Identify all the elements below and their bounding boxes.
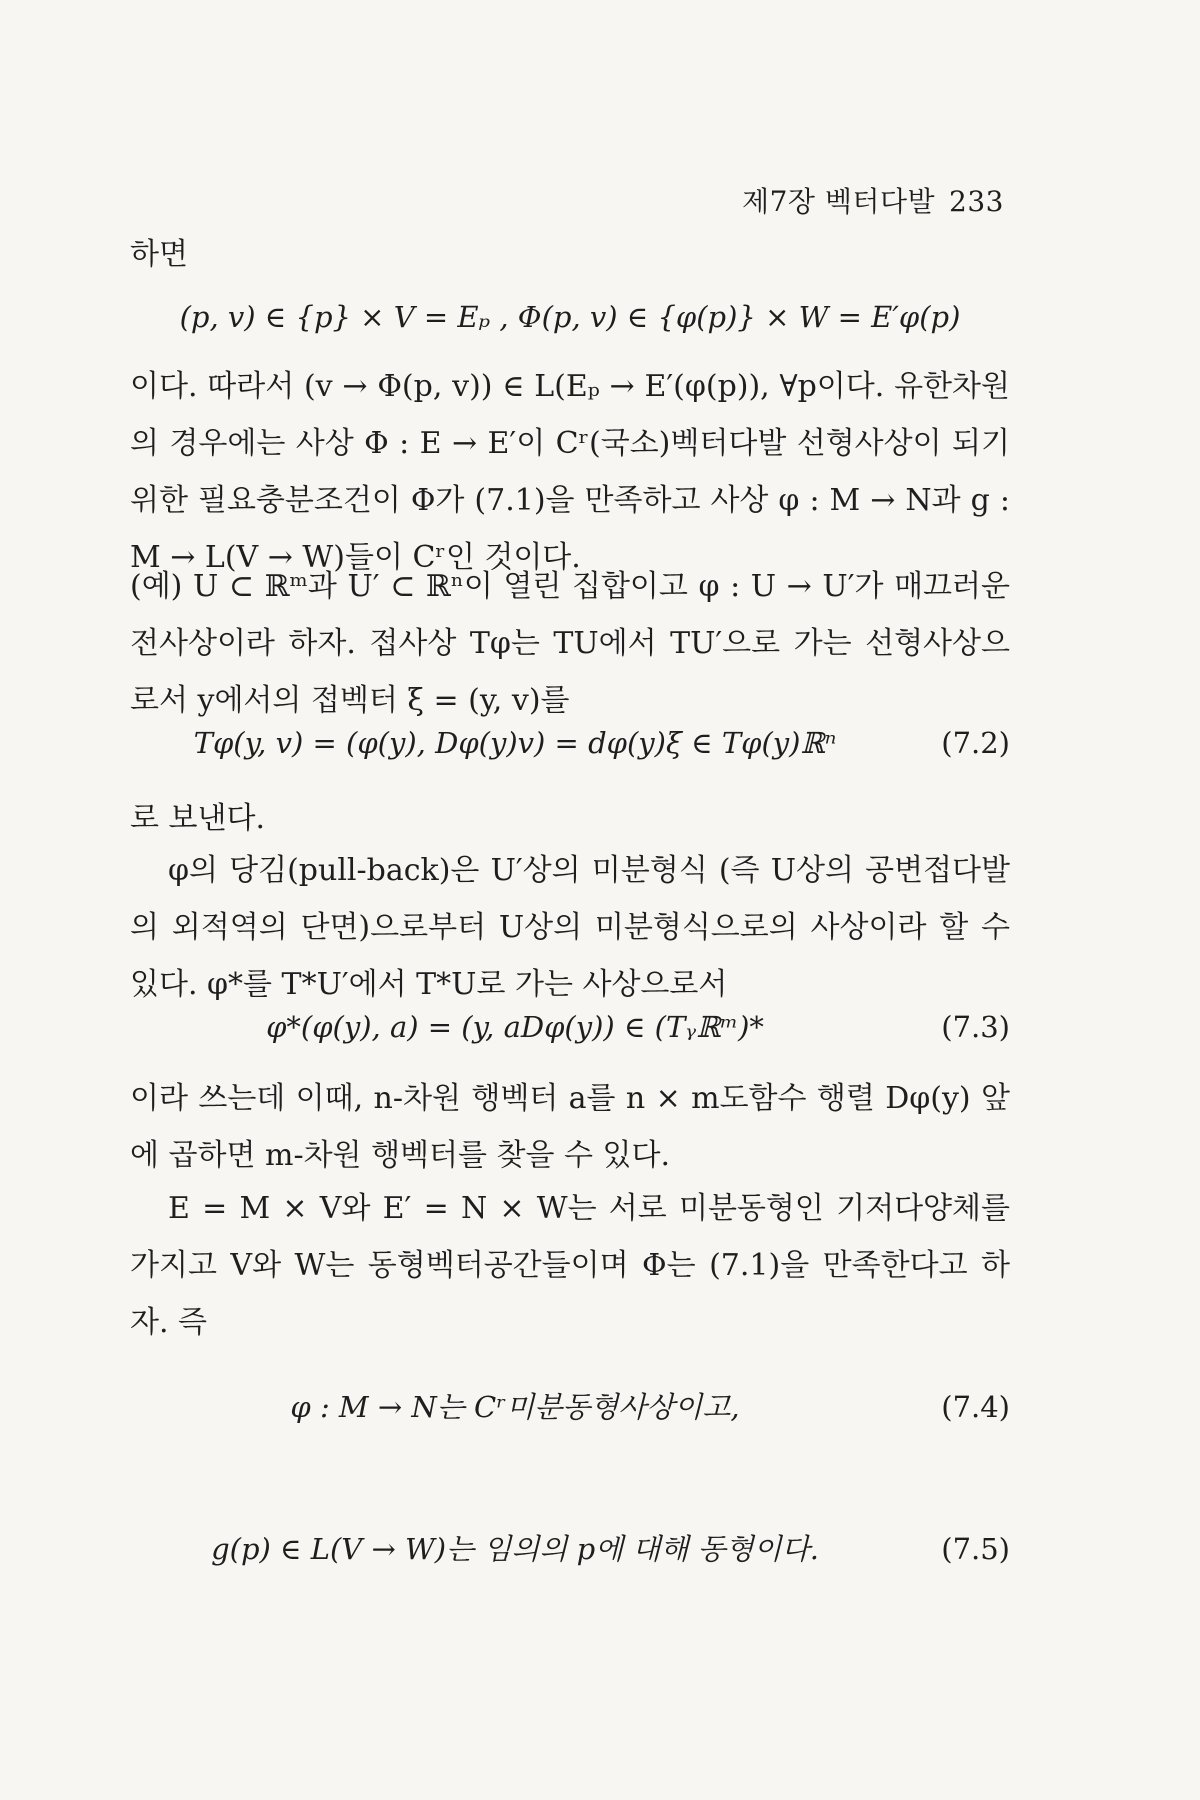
equation-7-4 [130, 1382, 1010, 1432]
equation-7-2 [130, 718, 1010, 768]
chapter-title: 제7장 벡터다발 [742, 185, 936, 218]
equation-7-5-expression: g(p) ∈ L(V → W)는 임의의 p에 대해 동형이다. [211, 1532, 819, 1566]
paragraph-4: 로 보낸다. [130, 801, 265, 836]
running-header [742, 180, 1004, 220]
equation-7-5 [130, 1524, 1010, 1574]
paragraph-1: 하면 [130, 237, 188, 272]
equation-7-2-number: (7.2) [941, 726, 1010, 760]
equation-7-4-number: (7.4) [941, 1390, 1010, 1424]
paragraph-6-block [130, 1070, 1010, 1184]
equation-7-3-number: (7.3) [941, 1010, 1010, 1044]
paragraph-2-block [130, 358, 1010, 586]
page-number: 233 [949, 185, 1004, 218]
equation-7-3-expression: φ*(φ(y), a) = (y, aDφ(y)) ∈ (Tᵧℝᵐ)* [266, 1010, 764, 1044]
equation-7-2-expression: Tφ(y, v) = (φ(y), Dφ(y)v) = dφ(y)ξ ∈ Tφ(y)ℝⁿ [193, 726, 837, 760]
paragraph-7-block [130, 1180, 1010, 1351]
paragraph-7: E = M × V와 E′ = N × W는 서로 미분동형인 기저다양체를 가지고 V와 W는 동형벡터공간들이며 Φ는 (7.1)을 만족한다고 하자. 즉 [130, 1191, 1010, 1340]
equation-7-5-number: (7.5) [941, 1532, 1010, 1566]
paragraph-5-block [130, 842, 1010, 1013]
equation-7-4-expression: φ : M → N는 Cʳ미분동형사상이고, [290, 1390, 740, 1424]
equation-ep-expression: (p, v) ∈ {p} × V = Eₚ , Φ(p, v) ∈ {φ(p)} × W = E′φ(p) [179, 300, 961, 334]
paragraph-6: 이라 쓰는데 이때, n-차원 행벡터 a를 n × m도함수 행렬 Dφ(y) 앞에 곱하면 m-차원 행벡터를 찾을 수 있다. [130, 1081, 1010, 1173]
example-block [130, 558, 1010, 729]
equation-7-3 [130, 1002, 1010, 1052]
paragraph-2: 이다. 따라서 (v → Φ(p, v)) ∈ L(Eₚ → E′(φ(p)), ∀p이다. 유한차원의 경우에는 사상 Φ : E → E′이 Cʳ(국소)벡터다발 선형사상이 되기 위한 필요충분조건이 Φ가 (7.1)을 만족하고 사상 φ : M → N과 g : M → L(V → W)들이 Cʳ인 것이다. [130, 369, 1010, 575]
paragraph-5: φ의 당김(pull-back)은 U′상의 미분형식 (즉 U상의 공변접다발의 외적역의 단면)으로부터 U상의 미분형식으로의 사상이라 할 수 있다. φ*를 T*U′에서 T*U로 가는 사상으로서 [130, 853, 1010, 1002]
equation-ep [130, 292, 1010, 342]
paragraph-3: (예) U ⊂ ℝᵐ과 U′ ⊂ ℝⁿ이 열린 집합이고 φ : U → U′가 매끄러운 전사상이라 하자. 접사상 Tφ는 TU에서 TU′으로 가는 선형사상으로서 y에서의 접벡터 ξ = (y, v)를 [130, 569, 1010, 718]
paragraph-1-block [130, 226, 1010, 283]
paragraph-4-block [130, 790, 1010, 847]
